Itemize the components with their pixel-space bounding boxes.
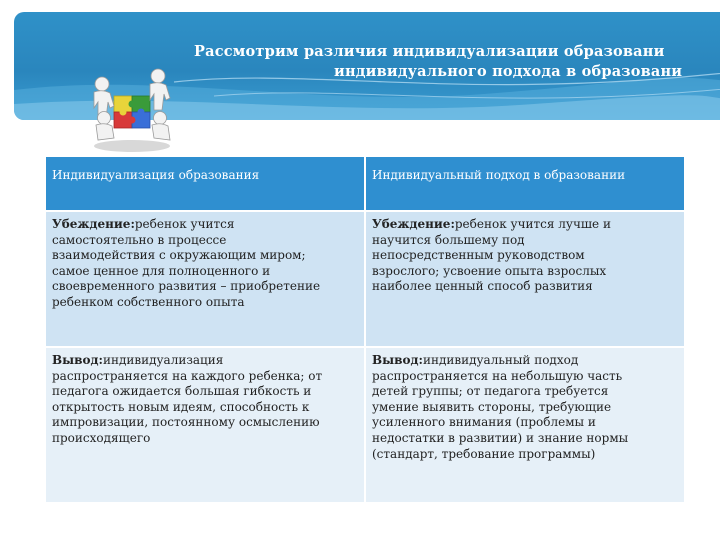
- text-line: импровизации, постоянному осмыслению: [52, 415, 320, 430]
- text-line: умение выявить стороны, требующие: [372, 399, 612, 414]
- text-line: происходящего: [52, 430, 151, 445]
- text-line: самостоятельно в процессе: [52, 232, 227, 247]
- text-line: ребенком собственного опыта: [52, 294, 245, 309]
- table-row-belief: [45, 211, 685, 347]
- text-line: своевременного развития – приобретение: [52, 279, 321, 294]
- text-line: детей группы; от педагога требуется: [372, 384, 609, 399]
- puzzle-people-icon: [84, 62, 180, 154]
- text-line: открытость новым идеям, способность к: [52, 399, 310, 414]
- slide-title: [194, 42, 720, 82]
- slide-title-line-2: индивидуального подхода в образовани: [334, 63, 683, 80]
- text-line: распространяется на небольшую часть: [372, 368, 623, 383]
- text-line: индивидуализация: [102, 353, 224, 367]
- header-individual-approach: Индивидуальный подход в образовании: [365, 156, 685, 211]
- table-header-row: [45, 156, 685, 211]
- slide-title-line-1: Рассмотрим различия индивидуализации образовани: [194, 43, 665, 60]
- text-line: (стандарт, требование программы): [372, 446, 596, 461]
- text-line: усиленного внимания (проблемы и: [372, 415, 596, 430]
- text-line: недостатки в развитии) и знание нормы: [372, 430, 629, 445]
- text-line: взаимодействия с окружающим миром;: [52, 248, 306, 263]
- text-line: распространяется на каждого ребенка; от: [52, 368, 323, 383]
- text-line: взрослого; усвоение опыта взрослых: [372, 263, 607, 278]
- text-line: самое ценное для полноценного и: [52, 263, 271, 278]
- text-line: индивидуальный подход: [422, 353, 579, 367]
- text-line: наиболее ценный способ развития: [372, 279, 593, 294]
- conclusion-approach-cell: [365, 347, 685, 503]
- belief-label: Убеждение:: [372, 217, 455, 231]
- header-individualization: Индивидуализация образования: [45, 156, 365, 211]
- table-row-conclusion: [45, 347, 685, 503]
- conclusion-label: Вывод:: [52, 353, 103, 367]
- conclusion-label: Вывод:: [372, 353, 423, 367]
- belief-label: Убеждение:: [52, 217, 135, 231]
- text-line: ребенок учится лучше и: [454, 217, 611, 231]
- text-line: непосредственным руководством: [372, 248, 585, 263]
- text-line: педагога ожидается большая гибкость и: [52, 384, 312, 399]
- text-line: ребенок учится: [134, 217, 235, 231]
- belief-individualization-cell: [45, 211, 365, 347]
- text-line: научится большему под: [372, 232, 525, 247]
- belief-approach-cell: [365, 211, 685, 347]
- conclusion-individualization-cell: [45, 347, 365, 503]
- comparison-table: [44, 155, 686, 504]
